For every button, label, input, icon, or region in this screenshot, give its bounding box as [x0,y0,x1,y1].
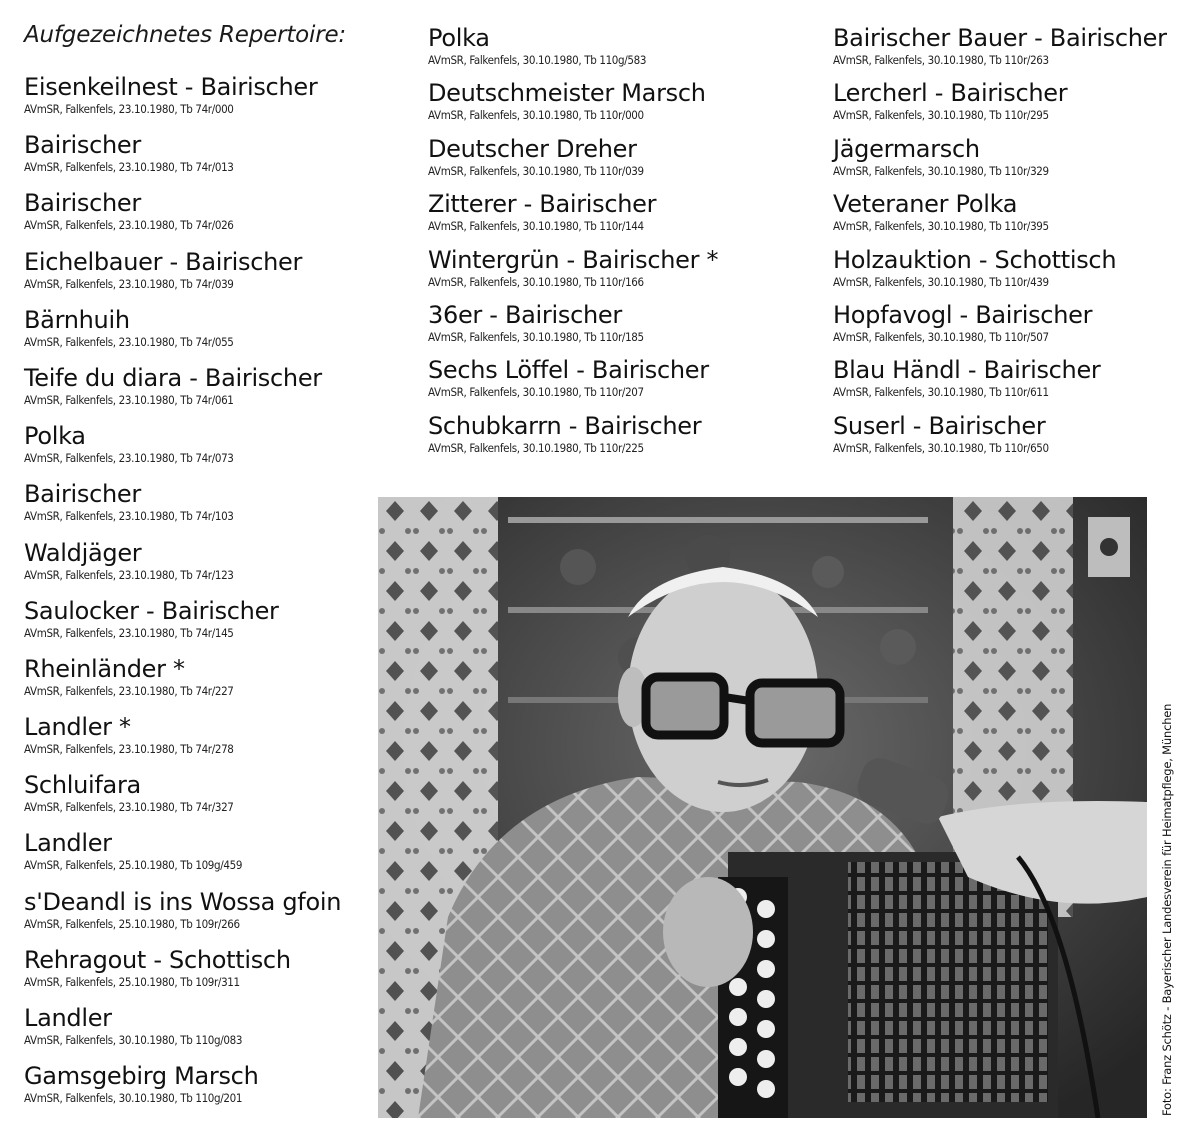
repertoire-column-2 [428,24,788,467]
repertoire-entry [24,1062,364,1120]
musician-photo [378,497,1147,1118]
repertoire-entry [833,246,1173,301]
entry-title: Suserl - Bairischer [833,411,1046,440]
repertoire-entry [833,190,1173,245]
entry-title: Lercherl - Bairischer [833,79,1068,108]
entry-title: Gamsgebirg Marsch [24,1062,259,1091]
entry-recording-info: AVmSR, Falkenfels, 30.10.1980, Tb 110r/507 [833,329,1049,344]
entry-title: Zitterer - Bairischer [428,190,657,219]
repertoire-entry [833,412,1173,467]
repertoire-entry [428,190,788,245]
repertoire-heading: Aufgezeichnetes Repertoire: [24,22,346,48]
entry-recording-info: AVmSR, Falkenfels, 30.10.1980, Tb 110r/611 [833,385,1049,400]
entry-title: Bairischer Bauer - Bairischer [833,24,1167,52]
repertoire-entry [833,135,1173,190]
repertoire-entry [428,79,788,134]
entry-recording-info: AVmSR, Falkenfels, 30.10.1980, Tb 110r/439 [833,274,1049,289]
entry-title: Deutscher Dreher [428,134,637,163]
repertoire-entry [24,1004,364,1062]
entry-recording-info: AVmSR, Falkenfels, 25.10.1980, Tb 109r/311 [24,974,240,989]
repertoire-entry [428,246,788,301]
entry-title: Eisenkeilnest - Bairischer [24,73,318,101]
repertoire-entry [833,24,1173,79]
repertoire-entry [24,189,364,247]
repertoire-entry [24,888,364,946]
repertoire-entry [24,480,364,538]
entry-recording-info: AVmSR, Falkenfels, 23.10.1980, Tb 74r/000 [24,102,234,116]
repertoire-entry [24,771,364,829]
entry-title: Landler [24,829,112,858]
photo-credit: Foto: Franz Schötz - Bayerischer Landesverein für Heimatpflege, München [1160,703,1174,1116]
repertoire-column-1 [24,73,364,1120]
entry-title: Eichelbauer - Bairischer [24,247,303,276]
entry-title: Jägermarsch [833,134,980,163]
entry-title: Hopfavogl - Bairischer [833,300,1093,329]
repertoire-entry [428,24,788,79]
entry-recording-info: AVmSR, Falkenfels, 25.10.1980, Tb 109g/459 [24,858,243,873]
entry-recording-info: AVmSR, Falkenfels, 23.10.1980, Tb 74r/278 [24,742,234,757]
entry-recording-info: AVmSR, Falkenfels, 30.10.1980, Tb 110r/207 [428,385,644,400]
entry-recording-info: AVmSR, Falkenfels, 23.10.1980, Tb 74r/103 [24,509,234,524]
entry-title: Veteraner Polka [833,190,1018,219]
entry-recording-info: AVmSR, Falkenfels, 23.10.1980, Tb 74r/013 [24,160,234,175]
entry-title: Bärnhuih [24,305,130,334]
entry-title: Deutschmeister Marsch [428,79,706,108]
repertoire-entry [24,422,364,480]
entry-title: Landler * [24,713,131,742]
entry-recording-info: AVmSR, Falkenfels, 30.10.1980, Tb 110r/144 [428,219,644,234]
entry-title: Polka [24,422,86,451]
entry-recording-info: AVmSR, Falkenfels, 30.10.1980, Tb 110r/329 [833,163,1049,178]
repertoire-entry [833,79,1173,134]
entry-recording-info: AVmSR, Falkenfels, 23.10.1980, Tb 74r/061 [24,392,234,407]
entry-title: Teife du diara - Bairischer [24,363,322,392]
repertoire-entry [24,713,364,771]
entry-title: s'Deandl is ins Wossa gfoin [24,887,342,916]
entry-recording-info: AVmSR, Falkenfels, 30.10.1980, Tb 110r/225 [428,440,644,455]
entry-title: Schluifara [24,771,141,800]
repertoire-entry [24,131,364,189]
repertoire-entry [24,655,364,713]
entry-title: Bairischer [24,480,141,509]
entry-title: Sechs Löffel - Bairischer [428,356,709,385]
entry-title: Waldjäger [24,538,142,567]
repertoire-entry [428,301,788,356]
entry-title: Blau Händl - Bairischer [833,356,1101,385]
entry-recording-info: AVmSR, Falkenfels, 30.10.1980, Tb 110r/395 [833,219,1049,234]
repertoire-entry [24,306,364,364]
entry-title: Bairischer [24,189,141,218]
entry-recording-info: AVmSR, Falkenfels, 23.10.1980, Tb 74r/055 [24,334,234,349]
entry-title: 36er - Bairischer [428,300,622,329]
entry-title: Wintergrün - Bairischer * [428,245,719,274]
repertoire-entry [428,412,788,467]
repertoire-entry [833,356,1173,411]
entry-recording-info: AVmSR, Falkenfels, 23.10.1980, Tb 74r/227 [24,683,234,698]
entry-recording-info: AVmSR, Falkenfels, 30.10.1980, Tb 110r/263 [833,53,1049,67]
entry-recording-info: AVmSR, Falkenfels, 25.10.1980, Tb 109r/266 [24,916,240,931]
repertoire-entry [428,135,788,190]
entry-title: Polka [428,24,490,52]
repertoire-column-3 [833,24,1173,467]
entry-recording-info: AVmSR, Falkenfels, 30.10.1980, Tb 110g/201 [24,1091,243,1106]
repertoire-entry [833,301,1173,356]
repertoire-entry [24,248,364,306]
entry-recording-info: AVmSR, Falkenfels, 23.10.1980, Tb 74r/145 [24,625,234,640]
entry-recording-info: AVmSR, Falkenfels, 23.10.1980, Tb 74r/026 [24,218,234,233]
entry-recording-info: AVmSR, Falkenfels, 23.10.1980, Tb 74r/123 [24,567,234,582]
entry-recording-info: AVmSR, Falkenfels, 30.10.1980, Tb 110r/000 [428,108,644,123]
repertoire-entry [24,597,364,655]
entry-recording-info: AVmSR, Falkenfels, 30.10.1980, Tb 110r/039 [428,163,644,178]
entry-recording-info: AVmSR, Falkenfels, 30.10.1980, Tb 110g/583 [428,53,647,67]
entry-recording-info: AVmSR, Falkenfels, 30.10.1980, Tb 110r/166 [428,274,644,289]
entry-title: Bairischer [24,131,141,160]
entry-title: Saulocker - Bairischer [24,596,279,625]
repertoire-entry [24,539,364,597]
entry-recording-info: AVmSR, Falkenfels, 23.10.1980, Tb 74r/039 [24,276,234,291]
entry-recording-info: AVmSR, Falkenfels, 30.10.1980, Tb 110r/650 [833,440,1049,455]
entry-title: Rehragout - Schottisch [24,945,291,974]
entry-title: Landler [24,1004,112,1032]
accordion-player-photo [378,497,1147,1118]
entry-title: Rheinländer * [24,654,185,683]
entry-title: Schubkarrn - Bairischer [428,411,702,440]
repertoire-entry [428,356,788,411]
entry-recording-info: AVmSR, Falkenfels, 23.10.1980, Tb 74r/073 [24,451,234,466]
entry-recording-info: AVmSR, Falkenfels, 30.10.1980, Tb 110g/083 [24,1033,243,1047]
repertoire-entry [24,364,364,422]
repertoire-entry [24,73,364,131]
entry-recording-info: AVmSR, Falkenfels, 30.10.1980, Tb 110r/295 [833,108,1049,123]
entry-recording-info: AVmSR, Falkenfels, 23.10.1980, Tb 74r/327 [24,800,234,815]
repertoire-entry [24,946,364,1004]
entry-recording-info: AVmSR, Falkenfels, 30.10.1980, Tb 110r/185 [428,329,644,344]
repertoire-entry [24,829,364,887]
entry-title: Holzauktion - Schottisch [833,245,1117,274]
